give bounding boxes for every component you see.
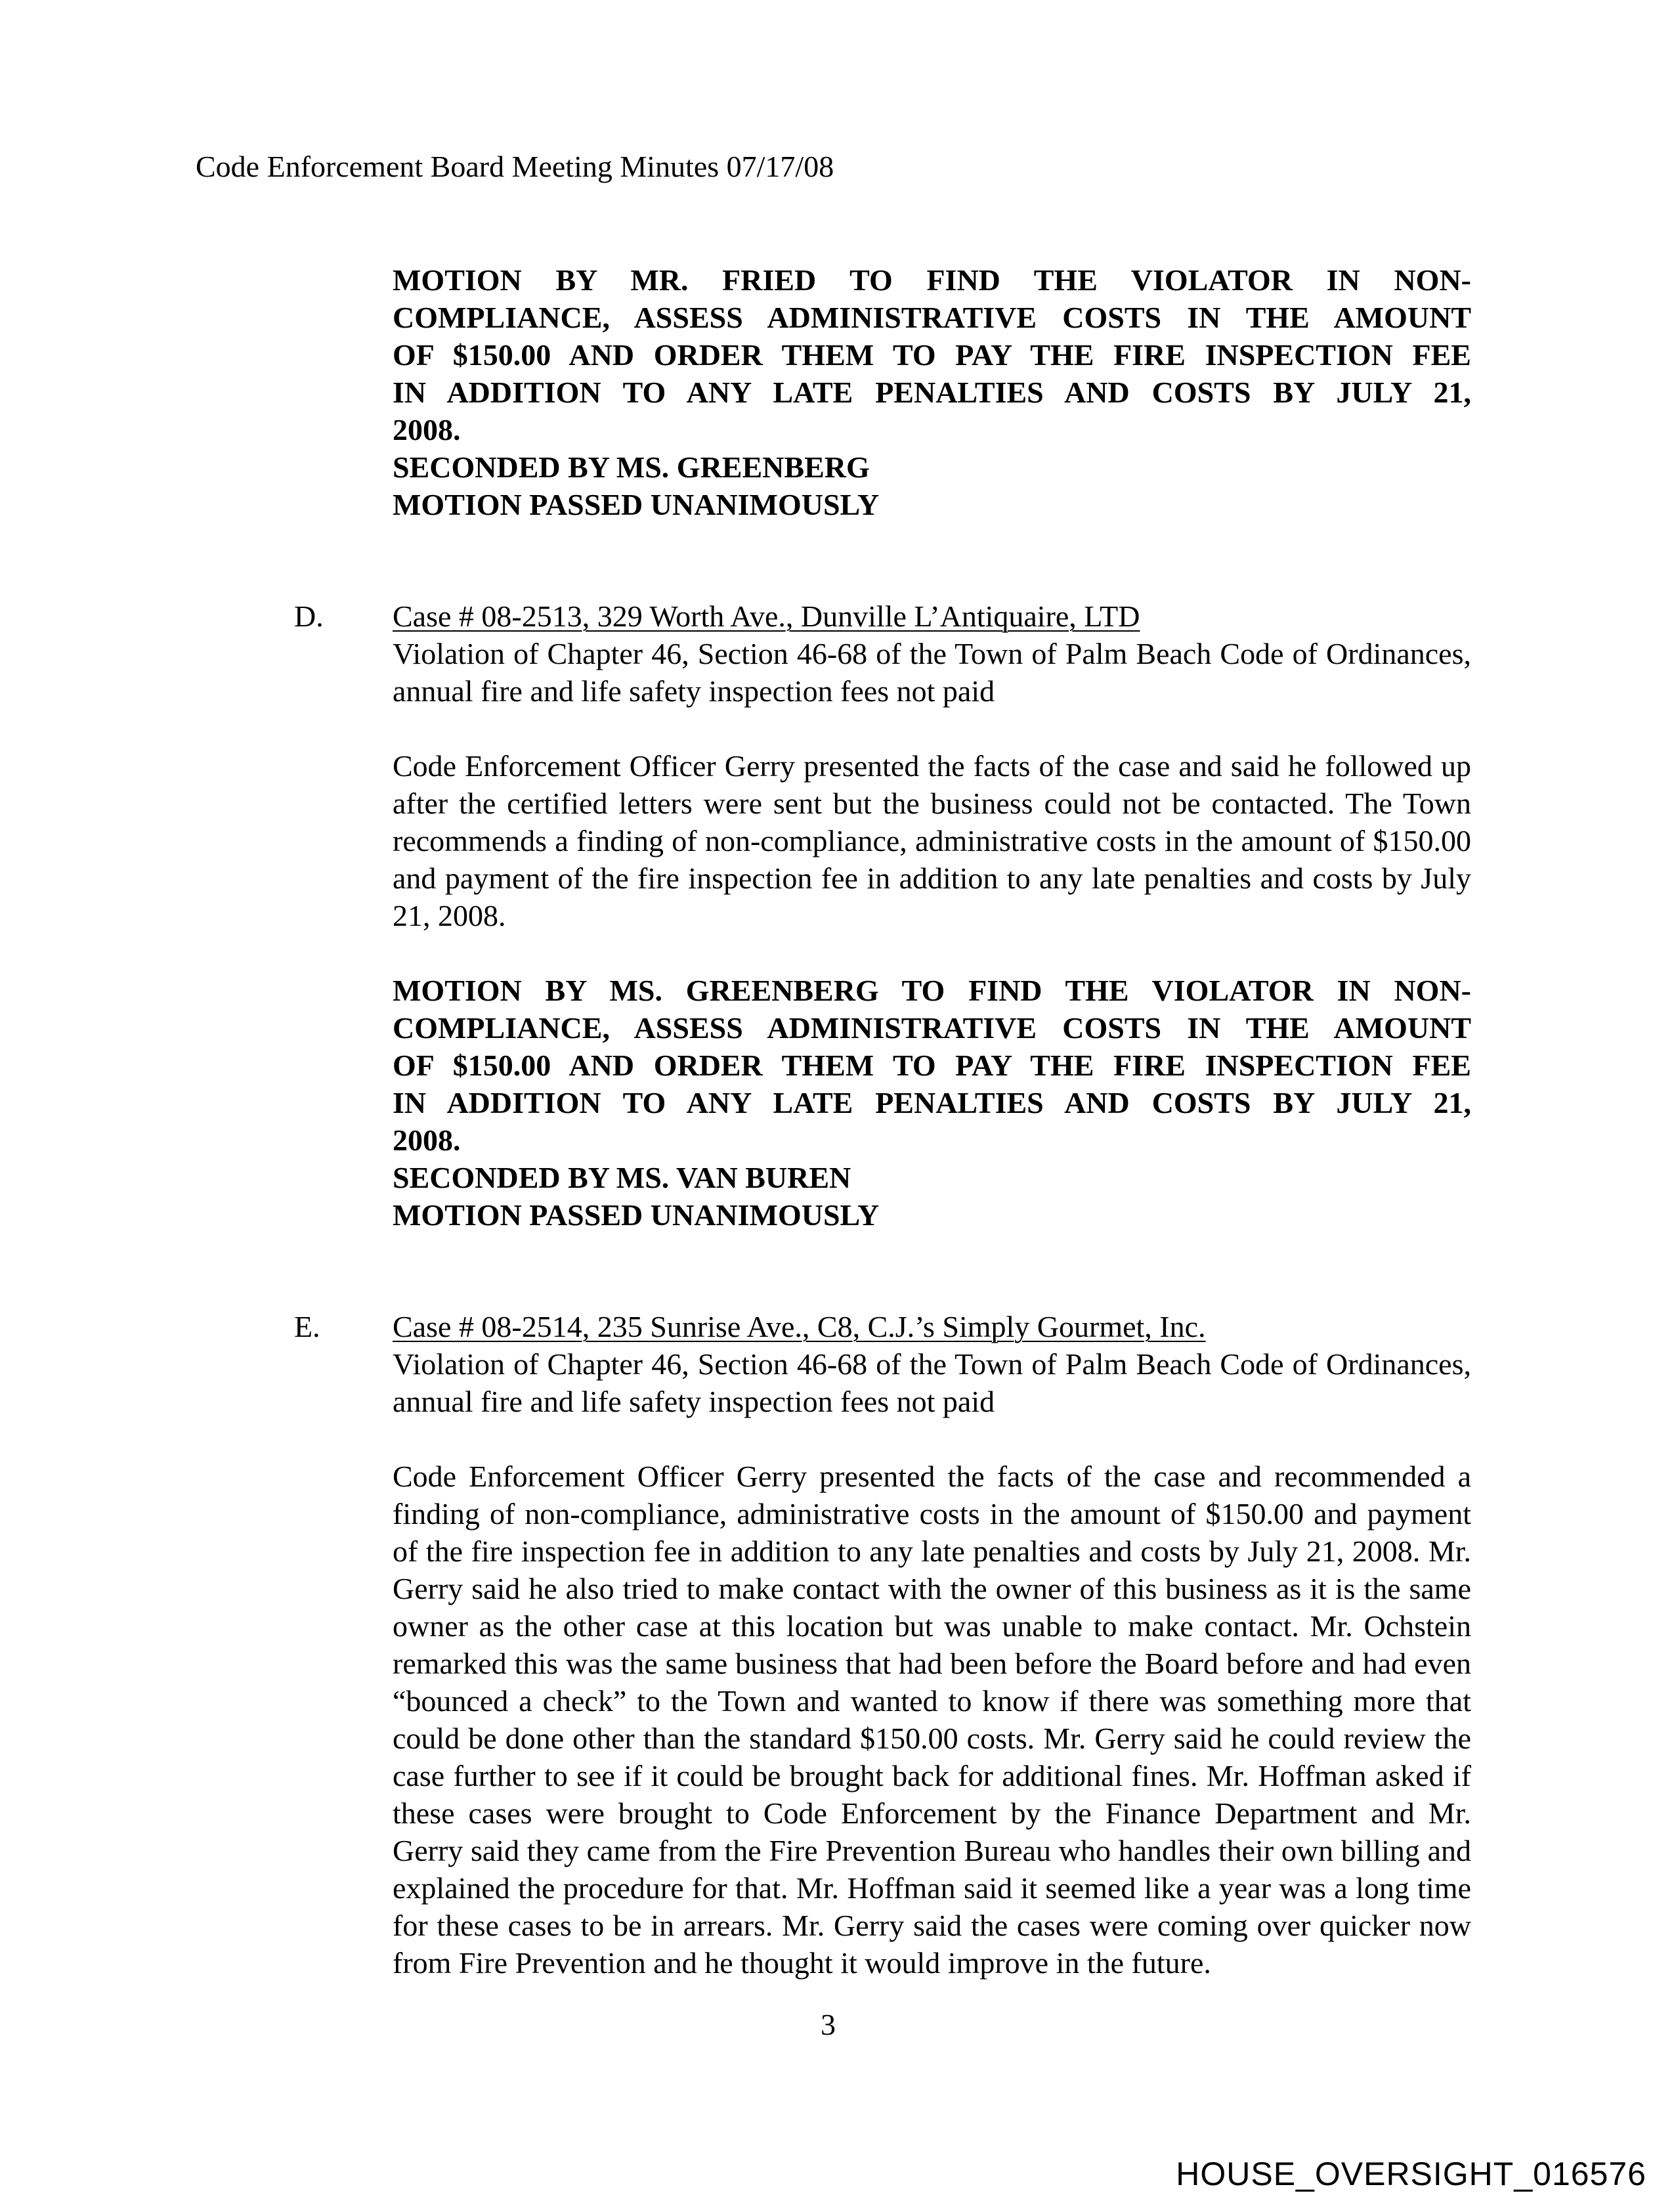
motion-line: OF $150.00 AND ORDER THEM TO PAY THE FIRE INSPECTION FEE [393,1049,1471,1082]
case-e-letter: E. [294,1310,320,1343]
motion-line: IN ADDITION TO ANY LATE PENALTIES AND COSTS BY JULY 21, [393,376,1471,409]
case-d-heading [393,597,1471,710]
motion-block-2 [393,972,1471,1234]
case-d-title: Case # 08-2513, 329 Worth Ave., Dunville L’Antiquaire, LTD [393,599,1140,633]
case-d-facts: Code Enforcement Officer Gerry presented the facts of the case and said he followed up after the certified letters were sent but the business could not be contacted. The Town recommends a finding of non-compliance, administrative costs in the amount of $150.00 and payment of the fire inspection fee in addition to any late penalties and costs by July 21, 2008. [393,749,1471,932]
case-e-facts: Code Enforcement Officer Gerry presented the facts of the case and recommended a finding of non-compliance, administrative costs in the amount of $150.00 and payment of the fire inspection fee in addition to any late penalties and costs by July 21, 2008. Mr. Gerry said he also tried to make contact with the owner of this business as it is the same owner as the other case at this location but was unable to make contact. Mr. Ochstein remarked this was the same business that had been before the Board before and had even “bounced a check” to the Town and wanted to know if there was something more that could be done other than the standard $150.00 costs. Mr. Gerry said he could review the case further to see if it could be brought back for additional fines. Mr. Hoffman asked if these cases were brought to Code Enforcement by the Finance Department and Mr. Gerry said they came from the Fire Prevention Bureau who handles their own billing and explained the procedure for that. Mr. Hoffman said it seemed like a year was a long time for these cases to be in arrears. Mr. Gerry said the cases were coming over quicker now from Fire Prevention and he thought it would improve in the future. [393,1460,1471,1980]
case-e-heading [393,1308,1471,1420]
motion-result: MOTION PASSED UNANIMOUSLY [393,488,880,521]
motion-line-last: 2008. [393,1123,461,1157]
motion-seconded: SECONDED BY MS. GREENBERG [393,450,870,484]
case-d-letter: D. [294,599,324,633]
motion-line: MOTION BY MR. FRIED TO FIND THE VIOLATOR IN NON- [393,263,1471,297]
motion-result: MOTION PASSED UNANIMOUSLY [393,1198,880,1232]
motion-block-1 [393,261,1471,523]
motion-line-last: 2008. [393,413,461,446]
motion-line: COMPLIANCE, ASSESS ADMINISTRATIVE COSTS IN THE AMOUNT [393,1011,1471,1045]
case-e-title: Case # 08-2514, 235 Sunrise Ave., C8, C.J.’s Simply Gourmet, Inc. [393,1310,1206,1343]
page-header: Code Enforcement Board Meeting Minutes 07/17/08 [196,150,834,183]
case-d-violation: Violation of Chapter 46, Section 46-68 of the Town of Palm Beach Code of Ordinances, annual fire and life safety inspection fees not paid [393,637,1471,708]
motion-line: COMPLIANCE, ASSESS ADMINISTRATIVE COSTS IN THE AMOUNT [393,301,1471,334]
motion-seconded: SECONDED BY MS. VAN BUREN [393,1161,851,1194]
motion-line: MOTION BY MS. GREENBERG TO FIND THE VIOLATOR IN NON- [393,974,1471,1007]
bates-stamp: HOUSE_OVERSIGHT_016576 [1176,2156,1646,2192]
motion-line: IN ADDITION TO ANY LATE PENALTIES AND COSTS BY JULY 21, [393,1086,1471,1119]
motion-line: OF $150.00 AND ORDER THEM TO PAY THE FIRE INSPECTION FEE [393,338,1471,372]
case-e-violation: Violation of Chapter 46, Section 46-68 of the Town of Palm Beach Code of Ordinances, annual fire and life safety inspection fees not paid [393,1347,1471,1418]
page-number: 3 [821,2008,836,2041]
